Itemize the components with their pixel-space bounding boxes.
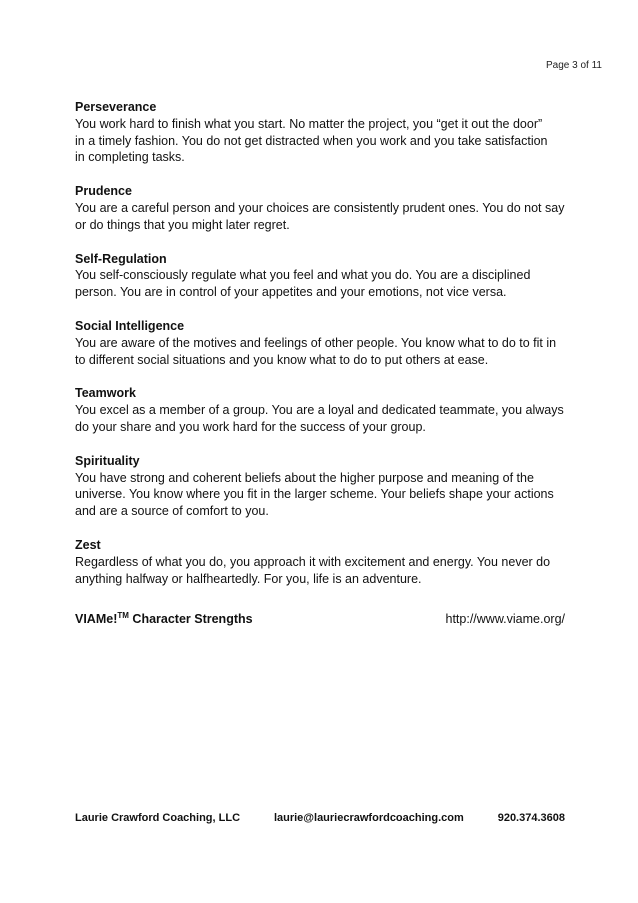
page-footer [75, 812, 565, 824]
credit-row [75, 611, 565, 626]
section-line: do your share and you work hard for the success of your group. [75, 419, 426, 434]
section-line: You self-consciously regulate what you feel and what you do. You are a disciplined [75, 268, 531, 283]
section-prudence [75, 183, 575, 233]
section-line: You work hard to finish what you start. No matter the project, you “get it out the door” [75, 116, 543, 131]
section-heading: Social Intelligence [75, 318, 185, 333]
section-self-regulation [75, 251, 575, 301]
section-line: You are a careful person and your choices are consistently prudent ones. You do not say [75, 200, 565, 215]
section-perseverance [75, 99, 575, 166]
section-line: universe. You know where you fit in the larger scheme. Your beliefs shape your actions [75, 487, 554, 502]
section-line: person. You are in control of your appetites and your emotions, not vice versa. [75, 285, 507, 300]
section-heading: Self-Regulation [75, 251, 167, 266]
section-heading: Prudence [75, 184, 132, 199]
section-line: and are a source of comfort to you. [75, 504, 269, 519]
section-heading: Perseverance [75, 100, 157, 114]
section-line: in completing tasks. [75, 150, 185, 165]
footer-email[interactable]: laurie@lauriecrawfordcoaching.com [273, 812, 464, 824]
section-line: You have strong and coherent beliefs about the higher purpose and meaning of the [75, 470, 534, 485]
section-line: anything halfway or halfheartedly. For you, life is an adventure. [75, 571, 422, 586]
section-line: in a timely fashion. You do not get distracted when you work and you take satisfaction [75, 133, 548, 148]
page-number: Page 3 of 11 [546, 60, 602, 71]
section-line: to different social situations and you know what to do to put others at ease. [75, 352, 489, 367]
trademark-mark: TM [117, 611, 129, 620]
footer-phone: 920.374.3608 [497, 812, 565, 824]
section-line: Regardless of what you do, you approach it with excitement and energy. You never do [75, 554, 551, 569]
section-line: You are aware of the motives and feelings of other people. You know what to do to fit in [75, 335, 557, 350]
section-spirituality [75, 453, 575, 520]
section-teamwork [75, 385, 575, 435]
credit-title-rest: Character Strengths [128, 612, 253, 627]
credit-title [75, 611, 253, 626]
section-heading: Teamwork [75, 386, 136, 401]
section-heading: Zest [75, 537, 101, 552]
strengths-content [75, 99, 575, 604]
section-heading: Spirituality [75, 453, 140, 468]
section-social-intelligence [75, 318, 575, 368]
section-zest [75, 537, 575, 587]
section-line: You excel as a member of a group. You are a loyal and dedicated teammate, you always [75, 403, 564, 418]
section-line: or do things that you might later regret. [75, 217, 290, 232]
credit-title-main: VIAMe! [75, 612, 118, 627]
footer-company: Laurie Crawford Coaching, LLC [75, 812, 241, 824]
credit-url-link[interactable]: http://www.viame.org/ [445, 612, 565, 627]
